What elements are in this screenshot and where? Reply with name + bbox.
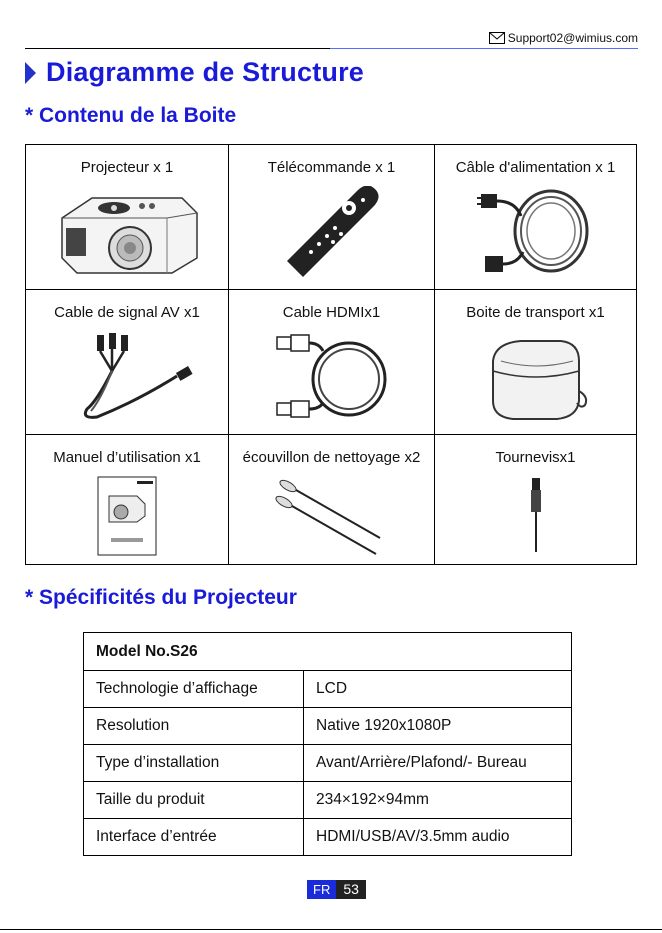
page-number-value: 53 — [336, 880, 366, 899]
box-item-swabs — [229, 435, 435, 564]
screwdriver-icon — [526, 476, 546, 556]
box-item-manual — [26, 435, 229, 564]
box-item-projector — [26, 145, 229, 290]
spec-key: Interface d’entrée — [84, 819, 304, 856]
box-item-power-cable — [435, 145, 636, 290]
footer-rule — [0, 929, 662, 930]
triangle-marker-icon — [25, 62, 36, 84]
box-item-label: Projecteur x 1 — [80, 159, 174, 176]
language-badge: FR — [307, 880, 336, 899]
spec-value: Avant/Arrière/Plafond/- Bureau — [304, 745, 572, 782]
spec-key: Type d’installation — [84, 745, 304, 782]
spec-heading: * Spécificités du Projecteur — [25, 586, 297, 609]
box-item-label: Télécommande x 1 — [267, 159, 396, 176]
model-number: Model No.S26 — [84, 633, 572, 671]
box-item-carrying-case — [435, 290, 636, 435]
table-row — [84, 782, 572, 819]
box-item-label: Cable de signal AV x1 — [54, 304, 200, 321]
spec-table — [83, 632, 572, 856]
envelope-icon — [489, 32, 505, 44]
box-item-label: Boite de transport x1 — [466, 304, 605, 321]
box-item-screwdriver — [435, 435, 636, 564]
box-item-label: écouvillon de nettoyage x2 — [242, 449, 421, 466]
hdmi-cable-icon — [267, 331, 397, 426]
carrying-case-icon — [481, 331, 591, 426]
support-email-text: Support02@wimius.com — [507, 31, 638, 45]
box-item-hdmi-cable — [229, 290, 435, 435]
header-rule — [25, 48, 638, 49]
page-number — [307, 880, 366, 899]
projector-icon — [52, 188, 202, 278]
support-email[interactable] — [489, 31, 638, 45]
box-item-label: Cable HDMIx1 — [282, 304, 381, 321]
box-item-label: Tournevisx1 — [495, 449, 576, 466]
box-item-av-cable — [26, 290, 229, 435]
table-row — [84, 745, 572, 782]
table-row — [84, 671, 572, 708]
table-row — [84, 819, 572, 856]
cleaning-swabs-icon — [272, 476, 392, 556]
table-row — [84, 633, 572, 671]
spec-key: Technologie d’affichage — [84, 671, 304, 708]
spec-value: 234×192×94mm — [304, 782, 572, 819]
spec-key: Resolution — [84, 708, 304, 745]
box-item-label: Câble d'alimentation x 1 — [455, 159, 616, 176]
user-manual-icon — [97, 476, 157, 556]
page-title: Diagramme de Structure — [25, 57, 364, 88]
box-contents-grid — [25, 144, 637, 565]
box-contents-heading: * Contenu de la Boite — [25, 104, 237, 127]
remote-control-icon — [277, 186, 387, 281]
spec-key: Taille du produit — [84, 782, 304, 819]
spec-value: HDMI/USB/AV/3.5mm audio — [304, 819, 572, 856]
av-cable-icon — [57, 331, 197, 426]
box-item-remote — [229, 145, 435, 290]
box-item-label: Manuel d’utilisation x1 — [53, 449, 201, 466]
spec-value: Native 1920x1080P — [304, 708, 572, 745]
spec-value: LCD — [304, 671, 572, 708]
table-row — [84, 708, 572, 745]
power-cable-icon — [471, 186, 601, 281]
